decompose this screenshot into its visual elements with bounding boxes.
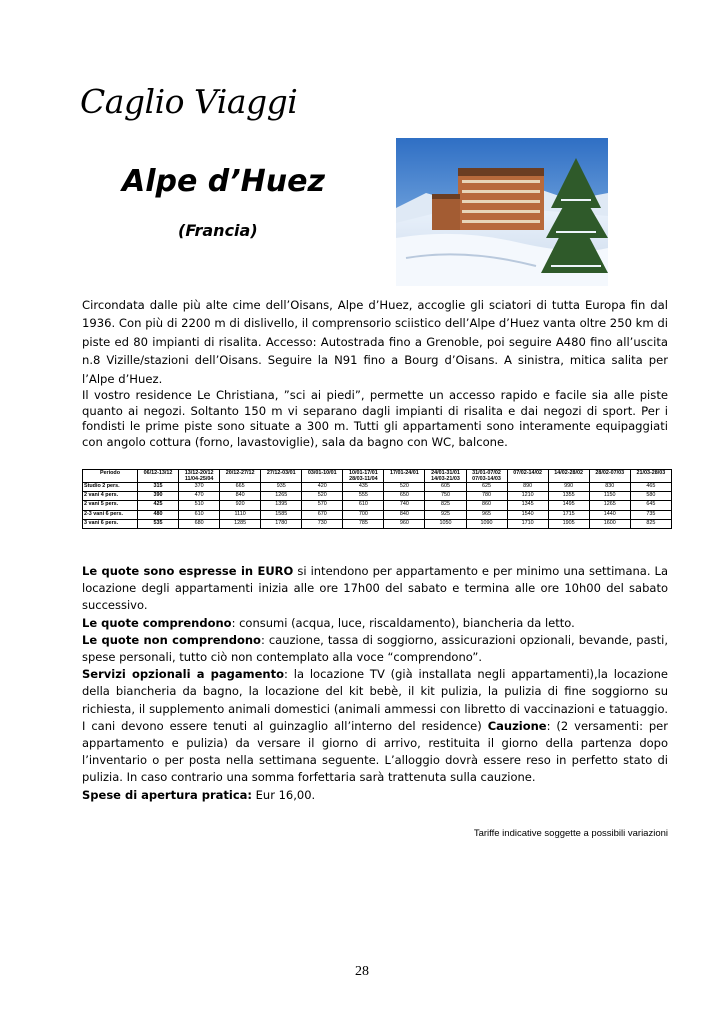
price-cell: 570 [302, 501, 343, 510]
price-cell: 1585 [261, 510, 302, 519]
header-periodo: Periodo [83, 470, 138, 483]
price-cell: 1265 [589, 501, 630, 510]
header-period: 06/12-13/12 [138, 470, 179, 483]
price-cell: 610 [179, 510, 220, 519]
header-period: 20/12-27/12 [220, 470, 261, 483]
intro-paragraph-1: Circondata dalle più alte cime dell’Oisans, Alpe d’Huez, accoglie gli sciatori di tutta Europa fin dal 1936. Con più di 2200 m di dislivello, il comprensorio sciistico dell’Alpe d’Huez vanta oltre 250 km di piste ed 80 impianti di risalita. Accesso: Autostrada fino a Grenoble, poi seguire A480 fino all’uscita n.8 Vizille/stazioni dell’Oisans. Seguire la N91 fino a Bourg d’Oisans. A sinistra, mitica salita per l’Alpe d’Huez. [82, 298, 668, 386]
header-period: 17/01-24/01 [384, 470, 425, 483]
notes-section [82, 563, 668, 804]
price-cell: 830 [589, 483, 630, 492]
price-cell: 1600 [589, 519, 630, 528]
header-period: 13/12-20/12 11/04-25/04 [179, 470, 220, 483]
table-row [83, 519, 672, 528]
price-cell: 370 [179, 483, 220, 492]
price-cell: 730 [302, 519, 343, 528]
price-cell: 1110 [220, 510, 261, 519]
price-cell: 670 [302, 510, 343, 519]
price-cell: 390 [138, 492, 179, 501]
table-row [83, 501, 672, 510]
price-cell: 665 [220, 483, 261, 492]
price-cell: 740 [384, 501, 425, 510]
price-cell: 470 [179, 492, 220, 501]
price-table-body [83, 483, 672, 529]
price-cell: 960 [384, 519, 425, 528]
price-cell: 480 [138, 510, 179, 519]
price-cell: 990 [548, 483, 589, 492]
price-cell: 735 [630, 510, 671, 519]
price-cell: 520 [384, 483, 425, 492]
header-period: 28/02-07/03 [589, 470, 630, 483]
note-comprendono: Le quote comprendono: consumi (acqua, luce, riscaldamento), biancheria da letto. [82, 615, 575, 630]
header-period: 31/01-07/02 07/03-14/03 [466, 470, 507, 483]
price-cell: 1715 [548, 510, 589, 519]
table-row [83, 492, 672, 501]
price-cell: 1355 [548, 492, 589, 501]
price-cell: 1395 [261, 501, 302, 510]
price-cell: 580 [630, 492, 671, 501]
price-cell: 535 [138, 519, 179, 528]
price-cell: 1090 [466, 519, 507, 528]
page-subtitle: (Francia) [178, 221, 258, 240]
price-cell: 420 [302, 483, 343, 492]
header-period: 03/01-10/01 [302, 470, 343, 483]
price-cell: 1150 [589, 492, 630, 501]
price-cell: 965 [466, 510, 507, 519]
price-cell: 425 [138, 501, 179, 510]
price-cell: 1495 [548, 501, 589, 510]
row-label: 2 vani 5 pers. [83, 501, 138, 510]
price-cell: 840 [220, 492, 261, 501]
disclaimer: Tariffe indicative soggette a possibili variazioni [473, 828, 668, 839]
price-cell: 555 [343, 492, 384, 501]
header-period: 14/02-28/02 [548, 470, 589, 483]
row-label: 2 vani 4 pers. [83, 492, 138, 501]
price-cell: 435 [343, 483, 384, 492]
page-title: Alpe d’Huez [122, 164, 325, 199]
price-cell: 840 [384, 510, 425, 519]
note-servizi: Servizi opzionali a pagamento: la locazione TV (già installata negli appartamenti),la locazione della biancheria da bagno, la locazione del kit bebè, il kit pulizia, la pulizia di fine soggiorno su richiesta, il supplemento animali domestici (animali ammessi con libretto di vaccinazioni e tatuaggio. I cani devono essere tenuti al guinzaglio all’interno del residence) Cauzione: (2 versamenti: per appartamento e pulizia) da versare il giorno di arrivo, restituita il giorno della partenza dopo l’inventario o per posta nella settimana seguente. L’alloggio dovrà essere reso in perfetto stato di pulizia. In caso contrario una somma forfettaria sarà trattenuta sulla cauzione. [82, 667, 668, 785]
table-row [83, 510, 672, 519]
price-table-header [83, 470, 672, 483]
price-cell: 315 [138, 483, 179, 492]
price-cell: 465 [630, 483, 671, 492]
price-cell: 610 [343, 501, 384, 510]
price-cell: 1780 [261, 519, 302, 528]
row-label: 3 vani 6 pers. [83, 519, 138, 528]
price-cell: 645 [630, 501, 671, 510]
price-cell: 605 [425, 483, 466, 492]
price-cell: 920 [220, 501, 261, 510]
header-period: 27/12-03/01 [261, 470, 302, 483]
price-cell: 935 [261, 483, 302, 492]
row-label: Studio 2 pers. [83, 483, 138, 492]
price-cell: 825 [630, 519, 671, 528]
price-cell: 1710 [507, 519, 548, 528]
intro-section [82, 296, 668, 450]
header-period: 21/03-28/03 [630, 470, 671, 483]
price-cell: 650 [384, 492, 425, 501]
price-cell: 520 [302, 492, 343, 501]
price-cell: 785 [343, 519, 384, 528]
price-cell: 680 [179, 519, 220, 528]
header-period: 10/01-17/01 28/03-11/04 [343, 470, 384, 483]
note-quote: Le quote sono espresse in EURO si intendono per appartamento e per minimo una settimana. La locazione degli appartamenti inizia alle ore 17h00 del sabato e termina alle ore 10h00 del sabato successivo. [82, 564, 668, 613]
resort-photo [396, 138, 608, 286]
price-cell: 700 [343, 510, 384, 519]
note-non-comprendono: Le quote non comprendono: cauzione, tassa di soggiorno, assicurazioni opzionali, bevande, pasti, spese personali, tutto ciò non contemplato alla voce “comprendono”. [82, 632, 668, 665]
price-cell: 925 [425, 510, 466, 519]
price-cell: 1540 [507, 510, 548, 519]
price-cell: 1285 [220, 519, 261, 528]
price-cell: 1345 [507, 501, 548, 510]
price-cell: 1905 [548, 519, 589, 528]
price-cell: 780 [466, 492, 507, 501]
price-cell: 1210 [507, 492, 548, 501]
note-spese: Spese di apertura pratica: Eur 16,00. [82, 787, 316, 802]
header-period: 24/01-31/01 14/03-21/03 [425, 470, 466, 483]
table-row [83, 483, 672, 492]
price-table [82, 469, 672, 529]
intro-paragraph-2: Il vostro residence Le Christiana, ”sci ai piedi”, permette un accesso rapido e facile sia alle piste quanto ai negozi. Soltanto 150 m vi separano dagli impianti di risalita e dai negozi di sport. Per i fondisti le prime piste sono situate a 300 m. Tutti gli appartamenti sono interamente equipaggiati con angolo cottura (forno, lavastoviglie), sala da bagno con WC, balcone. [82, 388, 668, 449]
price-cell: 1050 [425, 519, 466, 528]
page-number: 28 [355, 964, 369, 979]
price-cell: 1440 [589, 510, 630, 519]
row-label: 2-3 vani 6 pers. [83, 510, 138, 519]
resort-photo-illustration [396, 138, 608, 286]
price-cell: 510 [179, 501, 220, 510]
price-cell: 825 [425, 501, 466, 510]
price-cell: 860 [466, 501, 507, 510]
price-cell: 1265 [261, 492, 302, 501]
price-cell: 750 [425, 492, 466, 501]
header-period: 07/02-14/02 [507, 470, 548, 483]
price-cell: 625 [466, 483, 507, 492]
price-cell: 890 [507, 483, 548, 492]
brand-logo: Caglio Viaggi [80, 82, 298, 121]
